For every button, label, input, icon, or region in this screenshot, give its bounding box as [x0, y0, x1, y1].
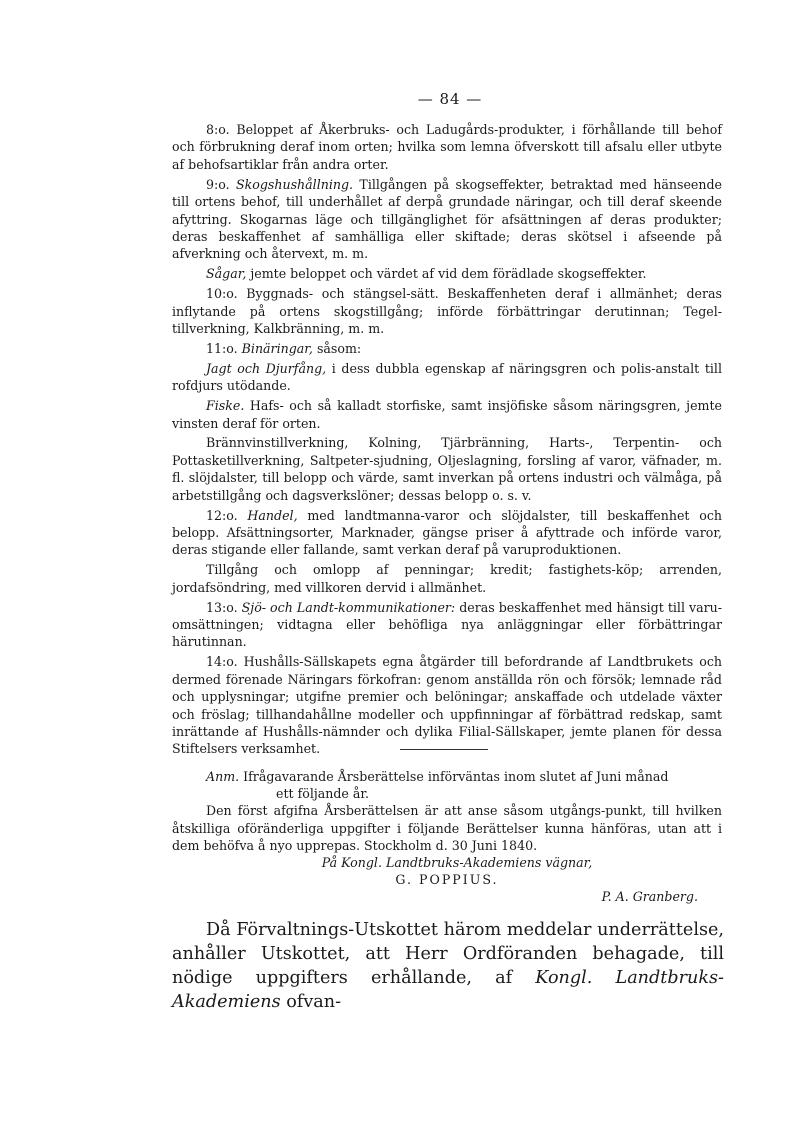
paragraph-14: 14:o. Hushålls-Sällskapets egna åtgärder till befordrande af Landtbrukets och dermed förenade Näringars förkofran: genom anställda rön och försök; lemnade råd och upplysningar; utgifne premier och belöningar; anskaffade och utdelade växter och fröslag; tillhandahållne modeller och uppfinningar af förbättrad redskap, samt inrättande af Hushålls-nämnder och dylika Filial-Sällskaper, jemte planen för dessa Stiftelsers verksamhet. — [172, 654, 722, 757]
paragraph-jagt: Jagt och Djurfång, i dess dubbla egenskap af näringsgren och polis-anstalt till rofdjurs utödande. — [172, 360, 722, 394]
page-number: — 84 — — [417, 90, 483, 108]
paragraph-tillgang: Tillgång och omlopp af penningar; kredit; fastighets-köp; arrenden, jordafsöndring, med villkoren dervid i allmänhet. — [172, 562, 722, 595]
note-line1: Anm. Ifrågavarande Årsberättelse införväntas inom slutet af Juni månad — [206, 769, 669, 784]
signature-line: På Kongl. Landtbruks-Akademiens vägnar, — [321, 855, 593, 871]
closing-paragraph: Då Förvaltnings-Utskottet härom meddelar underrättelse, anhåller Utskottet, att Herr Ordföranden behagade, till nödige uppgifters erhållande, af Kongl. Landtbruks-Akademiens ofvan- — [172, 920, 724, 1012]
paragraph-branvin: Brännvinstillverkning, Kolning, Tjärbränning, Harts-, Terpentin- och Pottasketillverkning, Saltpeter-sjudning, Oljeslagning, forsling af varor, väfnader, m. fl. slöjdalster, till belopp och värde, samt inverkan på ortens industri och välmåga, på arbetstillgång och dagsverkslöner; dessas belopp o. s. v. — [172, 435, 722, 503]
note-block — [172, 768, 722, 906]
cosigner-name: P. A. Granberg. — [601, 889, 698, 905]
main-text — [172, 121, 722, 760]
paragraph-sagar: Sågar, jemte beloppet och värdet af vid dem förädlade skogseffekter. — [206, 266, 647, 282]
paragraph-8: 8:o. Beloppet af Åkerbruks- och Ladugårds-produkter, i förhållande till behof och förbrukning deraf inom orten; hvilka som lemna öfverskott till afsalu eller utbyte af behofsartiklar från andra orter. — [172, 122, 722, 172]
paragraph-11: 11:o. Binäringar, såsom: — [206, 340, 362, 356]
note-body: Den först afgifna Årsberättelsen är att anse såsom utgångs-punkt, till hvilken åtskilliga oföränderliga uppgifter i följande Berättelser kunna hänföras, utan att i dem behöfva å nyo upprepas. Stockholm d. 30 Juni 1840. — [172, 803, 722, 853]
paragraph-9: 9:o. Skogshushållning. Tillgången på skogseffekter, betraktad med hänseende till ortens behof, till underhållet af derpå grundade näringar, och till deraf skeende afyttring. Skogarnas läge och tillgänglighet för afsättningen af deras produkter; deras beskaffenhet af samhälliga eller skiftade; deras skötsel i afseende på afverkning och återvext, m. m. — [172, 176, 722, 262]
divider — [400, 749, 488, 750]
paragraph-12: 12:o. Handel, med landtmanna-varor och slöjdalster, till beskaffenhet och belopp. Afsättningsorter, Marknader, gängse priser å afyttrade och införde varor, deras stigande eller fallande, samt verkan deraf på varuproduktionen. — [172, 507, 722, 558]
paragraph-10: 10:o. Byggnads- och stängsel-sätt. Beskaffenheten deraf i allmänhet; deras inflytande på ortens skogstillgång; införde förbättringar derutinnan; Tegel-tillverkning, Kalkbränning, m. m. — [172, 286, 722, 336]
signer-name: G. POPPIUS. — [395, 872, 499, 888]
paragraph-fiske: Fiske. Hafs- och så kalladt storfiske, samt insjöfiske såsom näringsgren, jemte vinsten deraf för orten. — [172, 398, 722, 431]
note-line2: ett följande år. — [276, 786, 370, 802]
paragraph-13: 13:o. Sjö- och Landt-kommunikationer: deras beskaffenhet med hänsigt till varu-omsättningen; vidtagna eller behöfliga nya anläggningar eller förbättringar härutinnan. — [172, 599, 722, 650]
